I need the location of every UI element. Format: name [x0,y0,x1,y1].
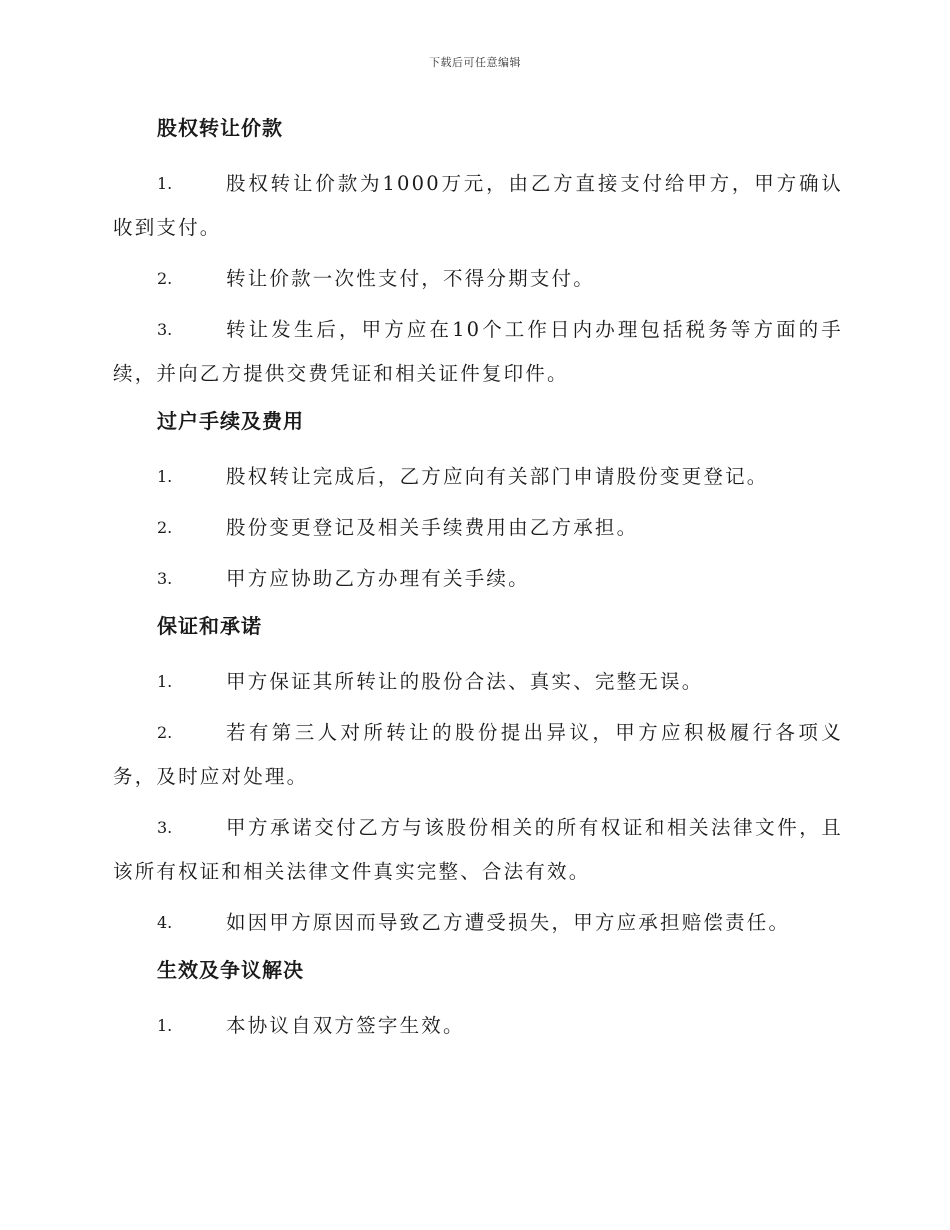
item-text: 股权转让价款为1000万元，由乙方直接支付给甲方，甲方确认收到支付。 [113,172,843,239]
item-number: 1. [157,174,173,193]
item-number: 4. [157,913,173,932]
section-warranties [113,608,843,945]
item-text: 股份变更登记及相关手续费用由乙方承担。 [226,516,639,539]
section-heading: 生效及争议解决 [157,958,304,982]
item-number: 2. [157,723,173,742]
item-text: 如因甲方原因而导致乙方遭受损失，甲方应承担赔偿责任。 [226,911,791,934]
list-item [113,806,843,894]
list-item [113,901,843,945]
section-transfer-procedure [113,403,843,601]
item-text: 若有第三人对所转让的股份提出异议，甲方应积极履行各项义务，及时应对处理。 [113,721,843,788]
list-item [113,455,843,499]
item-text: 转让发生后，甲方应在10个工作日内办理包括税务等方面的手续，并向乙方提供交费凭证和相关证件复印件。 [113,318,843,385]
list-item [113,660,843,704]
item-number: 1. [157,1016,173,1035]
item-number: 3. [157,320,173,339]
item-number: 2. [157,269,173,288]
list-item [113,557,843,601]
section-heading: 过户手续及费用 [157,409,304,433]
list-item [113,162,843,250]
item-text: 股权转让完成后，乙方应向有关部门申请股份变更登记。 [226,465,769,488]
list-item [113,308,843,396]
list-item [113,711,843,799]
section-heading: 保证和承诺 [157,614,262,638]
section-heading: 股权转让价款 [157,116,283,140]
document-body [113,110,843,1055]
item-text: 甲方保证其所转让的股份合法、真实、完整无误。 [226,670,704,693]
section-effectiveness-disputes [113,952,843,1048]
item-number: 2. [157,518,173,537]
item-number: 1. [157,467,173,486]
item-text: 转让价款一次性支付，不得分期支付。 [226,267,595,290]
item-text: 甲方应协助乙方办理有关手续。 [226,567,530,590]
list-item [113,257,843,301]
item-number: 3. [157,818,173,837]
item-text: 本协议自双方签字生效。 [226,1014,465,1037]
list-item [113,1004,843,1048]
section-transfer-price [113,110,843,396]
page-header-note: 下载后可任意编辑 [429,56,521,69]
item-number: 1. [157,672,173,691]
list-item [113,506,843,550]
item-number: 3. [157,569,173,588]
item-text: 甲方承诺交付乙方与该股份相关的所有权证和相关法律文件，且该所有权证和相关法律文件真实完整、合法有效。 [113,816,843,883]
